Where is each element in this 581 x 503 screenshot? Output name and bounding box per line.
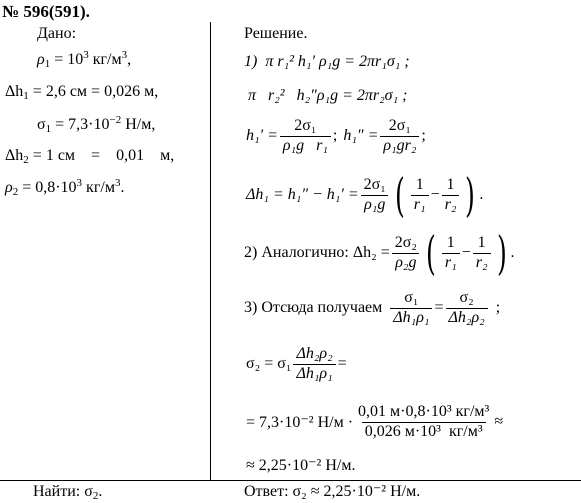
solution-final: ≈ 2,25·10⁻² Н/м.	[246, 457, 356, 474]
solution-delta-h1-row: Δh₁ = h₁″ − h₁′ = $\frac{\text{2σ₁}}{\text{ρ₁g}}$ ( $\frac{1}{\text{r₁}}$ − $\frac{1}{\text{r₂}}$ ) .	[246, 168, 484, 222]
given-rho1: $\rho_1 = 10^3$ $кг/м^3$,	[37, 49, 132, 70]
solution-heights-row: h₁′ = $\frac{\text{2σ₁}}{\text{ρ₁g r₁}}$ ; h₁″ = $\frac{\text{2σ₁}}{\text{ρ₁gr₂}}$ ;	[246, 117, 426, 154]
h1-double-prime-fraction: $\frac{\text{2σ₁}}{\text{ρ₁gr₂}}$	[380, 118, 419, 155]
answer: Ответ: σ₂ ≈ 2,25·10⁻² Н/м.	[244, 483, 421, 500]
solution-step1-line2: π r₂² h₂″ρ₁g = 2πr₂σ₁ ;	[248, 87, 408, 104]
h1-prime-fraction: $\frac{\text{2σ₁}}{\text{ρ₁g r₁}}$	[280, 118, 331, 155]
solution-step1-line1: 1) π r₁² h₁′ ρ₁g = 2πr₁σ₁ ;	[244, 53, 410, 70]
calc-fraction: $\frac{\text{0,01 м·0,8·10³ кг/м³}}{\text{0,026 м·10³ кг/м³}}$	[358, 403, 490, 440]
delta-h1-fraction: $\frac{\text{2σ₁}}{\text{ρ₁g}}$	[361, 177, 389, 214]
h1-prime-lhs: h₁′ =	[246, 127, 278, 145]
given-sigma1: $\sigma_1 = 7,3\cdot 10^{-2}$ Н/м,	[37, 114, 156, 135]
solution-sigma2-row: σ₂ = σ₁ $\frac{\text{Δh₂ρ₂}}{\text{Δh₁ρ₁}}$ =	[246, 345, 347, 382]
find-label: Найти: $\sigma_2$.	[33, 483, 103, 502]
sigma2-fraction: $\frac{\text{Δh₂ρ₂}}{\text{Δh₁ρ₁}}$	[293, 346, 335, 383]
h1-double-prime-lhs: h₁″ =	[343, 127, 379, 145]
given-rho2: $\rho_2 = 0,8\cdot 10^3$ $кг/м^3$.	[5, 177, 125, 198]
given-dh1: $\Delta h_1 = 2,6$ см = 0,026 м,	[5, 83, 159, 102]
delta-h2-fraction: $\frac{\text{2σ₂}}{\text{ρ₂g}}$	[392, 235, 420, 272]
solution-step3-row: 3) Отсюда получаем $\frac{\text{σ₁}}{\text{Δh₁ρ₁}}$ = $\frac{\text{σ₂}}{\text{Δh₂ρ₂}}$ ;	[244, 289, 501, 326]
ratio-sigma1-fraction: $\frac{\text{σ₁}}{\text{Δh₁ρ₁}}$	[390, 290, 432, 327]
ratio-sigma2-fraction: $\frac{\text{σ₂}}{\text{Δh₂ρ₂}}$	[446, 290, 488, 327]
vertical-divider	[210, 22, 211, 480]
given-dh2: $\Delta h_2 = 1$ см = 0,01 м,	[5, 147, 175, 166]
solution-calc-row: = 7,3·10⁻² Н/м · $\frac{\text{0,01 м·0,8·10³ кг/м³}}{\text{0,026 м·10³ кг/м³}}$ ≈	[246, 403, 504, 440]
horizontal-divider	[0, 480, 581, 481]
solution-title: Решение.	[244, 25, 308, 42]
problem-number: № 596(591).	[2, 2, 90, 21]
solution-step2-row: 2) Аналогично: Δh₂ = $\frac{\text{2σ₂}}{\text{ρ₂g}}$ ( $\frac{1}{\text{r₁}}$ − $\frac{1}{\text{r₂}}$ ) .	[244, 226, 515, 280]
given-title: Дано:	[37, 25, 77, 42]
